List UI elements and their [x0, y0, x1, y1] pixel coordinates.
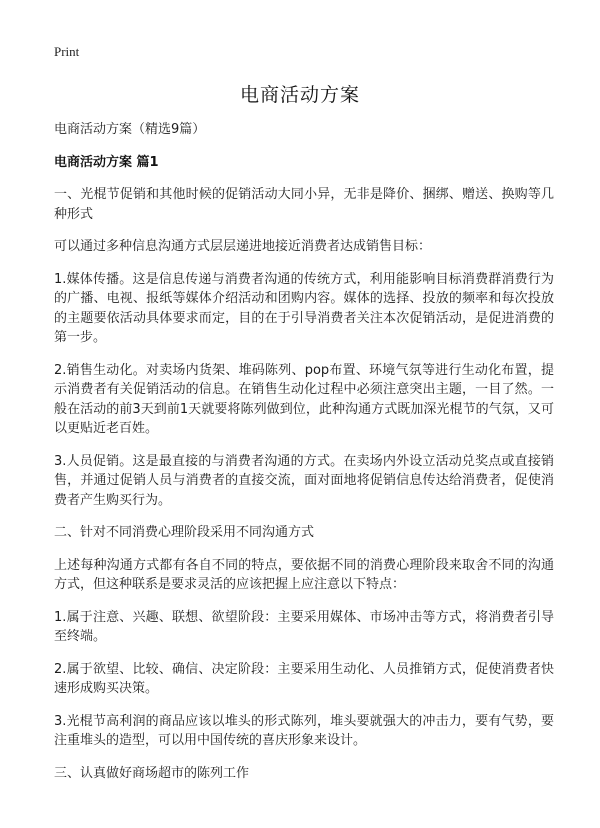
paragraph: 1.属于注意、兴趣、联想、欲望阶段：主要采用媒体、市场冲击等方式，将消费者引导至终端。	[54, 609, 554, 644]
section-heading: 电商活动方案 篇1	[54, 154, 159, 170]
print-label: Print	[54, 44, 80, 59]
paragraph: 三、认真做好商场超市的陈列工作	[54, 765, 250, 781]
paragraph: 3.光棍节高利润的商品应该以堆头的形式陈列，堆头要就强大的冲击力，要有气势，要注重堆头的造型，可以用中国传统的喜庆形象来设计。	[54, 713, 554, 748]
paragraph: 2.属于欲望、比较、确信、决定阶段：主要采用生动化、人员推销方式，促使消费者快速形成购买决策。	[54, 661, 554, 696]
paragraph: 一、光棍节促销和其他时候的促销活动大同小异，无非是降价、捆绑、赠送、换购等几种形式	[54, 187, 554, 222]
paragraph: 电商活动方案（精选9篇）	[54, 122, 206, 137]
paragraph: 3.人员促销。这是最直接的与消费者沟通的方式。在卖场内外设立活动兑奖点或直接销售，并通过促销人员与消费者的直接交流，面对面地将促销信息传达给消费者，促使消费者产生购买行为。	[54, 453, 554, 508]
paragraph: 可以通过多种信息沟通方式层层递进地接近消费者达成销售目标：	[54, 239, 432, 254]
paragraph: 二、针对不同消费心理阶段采用不同沟通方式	[54, 525, 315, 540]
paragraph: 上述每种沟通方式都有各自不同的特点，要依据不同的消费心理阶段来取舍不同的沟通方式，但这种联系是要求灵活的应该把握上应注意以下特点：	[54, 557, 554, 592]
paragraph: 1.媒体传播。这是信息传递与消费者沟通的传统方式，利用能影响目标消费群消费行为的广播、电视、报纸等媒体介绍活动和团购内容。媒体的选择、投放的频率和每次投放的主题要依活动具体要求而定，目的在于引导消费者关注本次促销活动，是促进消费的第一步。	[54, 271, 554, 345]
document-body	[54, 120, 554, 796]
paragraph: 2.销售生动化。对卖场内货架、堆码陈列、pop布置、环境气氛等进行生动化布置，提示消费者有关促销活动的信息。在销售生动化过程中必须注意突出主题，一目了然。一般在活动的前3天到前1天就要将陈列做到位，此种沟通方式既加深光棍节的气氛，又可以更贴近老百姓。	[54, 362, 554, 436]
document-title: 电商活动方案	[239, 84, 360, 106]
